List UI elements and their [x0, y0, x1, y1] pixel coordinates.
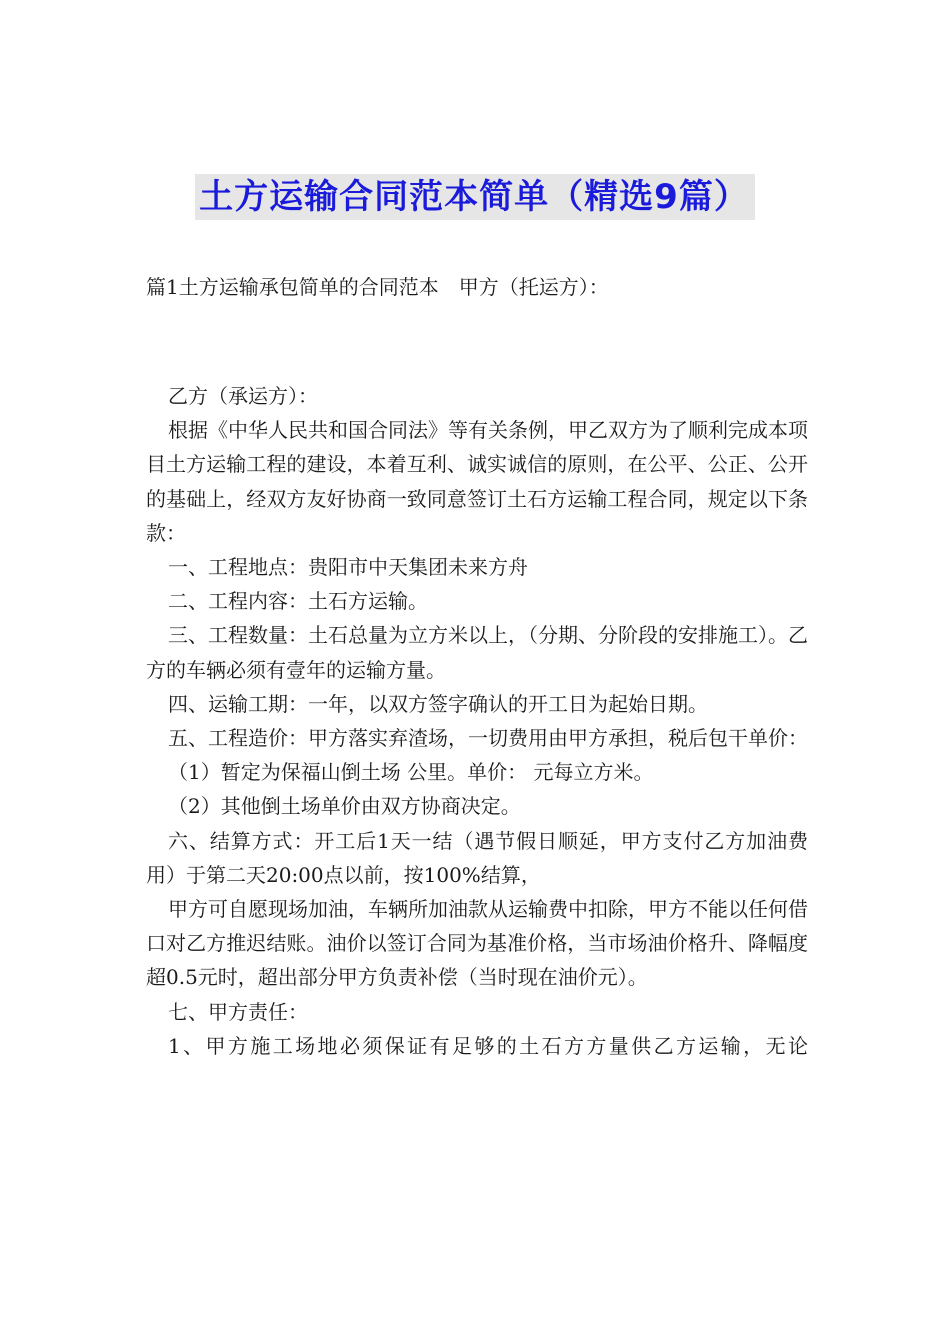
paragraph-clause-6-detail: 甲方可自愿现场加油，车辆所加油款从运输费中扣除，甲方不能以任何借口对乙方推迟结账。油价以签订合同为基准价格，当市场油价格升、降幅度超0.5元时，超出部分甲方负责补偿（当时现在油价元）。: [146, 897, 808, 990]
paragraph-party-b: 乙方（承运方）：: [168, 384, 318, 408]
document-body: [146, 379, 808, 1063]
paragraph-clause-5-item-2: （2）其他倒土场单价由双方协商决定。: [168, 794, 521, 819]
paragraph-clause-5: 五、工程造价：甲方落实弃渣场，一切费用由甲方承担，税后包干单价：: [168, 726, 808, 751]
paragraph-clause-3: 三、工程数量：土石总量为立方米以上，（分期、分阶段的安排施工）。乙方的车辆必须有壹年的运输方量。: [146, 623, 808, 682]
paragraph-clause-4: 四、运输工期：一年，以双方签字确认的开工日为起始日期。: [168, 691, 708, 716]
paragraph-clause-5-item-1: （1）暂定为保福山倒土场 公里。单价： 元每立方米。: [168, 760, 654, 785]
title-container: [0, 174, 950, 220]
document-title: 土方运输合同范本简单（精选9篇）: [195, 174, 755, 220]
paragraph-clause-6: 六、结算方式：开工后1天一结（遇节假日顺延，甲方支付乙方加油费用）于第二天20:00点以前，按100%结算，: [146, 828, 808, 887]
paragraph-clause-1: 一、工程地点：贵阳市中天集团未来方舟: [168, 555, 528, 580]
paragraph-clause-7: 七、甲方责任：: [168, 999, 308, 1024]
paragraph-preamble: 根据《中华人民共和国合同法》等有关条例，甲乙双方为了顺利完成本项目土方运输工程的建设，本着互利、诚实诚信的原则，在公平、公正、公开的基础上，经双方友好协商一致同意签订土石方运输工程合同，规定以下条款：: [146, 418, 808, 545]
paragraph-clause-2: 二、工程内容：土石方运输。: [168, 589, 428, 614]
paragraph-clause-7-item-1: 1、甲方施工场地必须保证有足够的土石方方量供乙方运输，无论: [168, 1033, 808, 1058]
document-subtitle: 篇1土方运输承包简单的合同范本 甲方（托运方）：: [146, 275, 609, 299]
